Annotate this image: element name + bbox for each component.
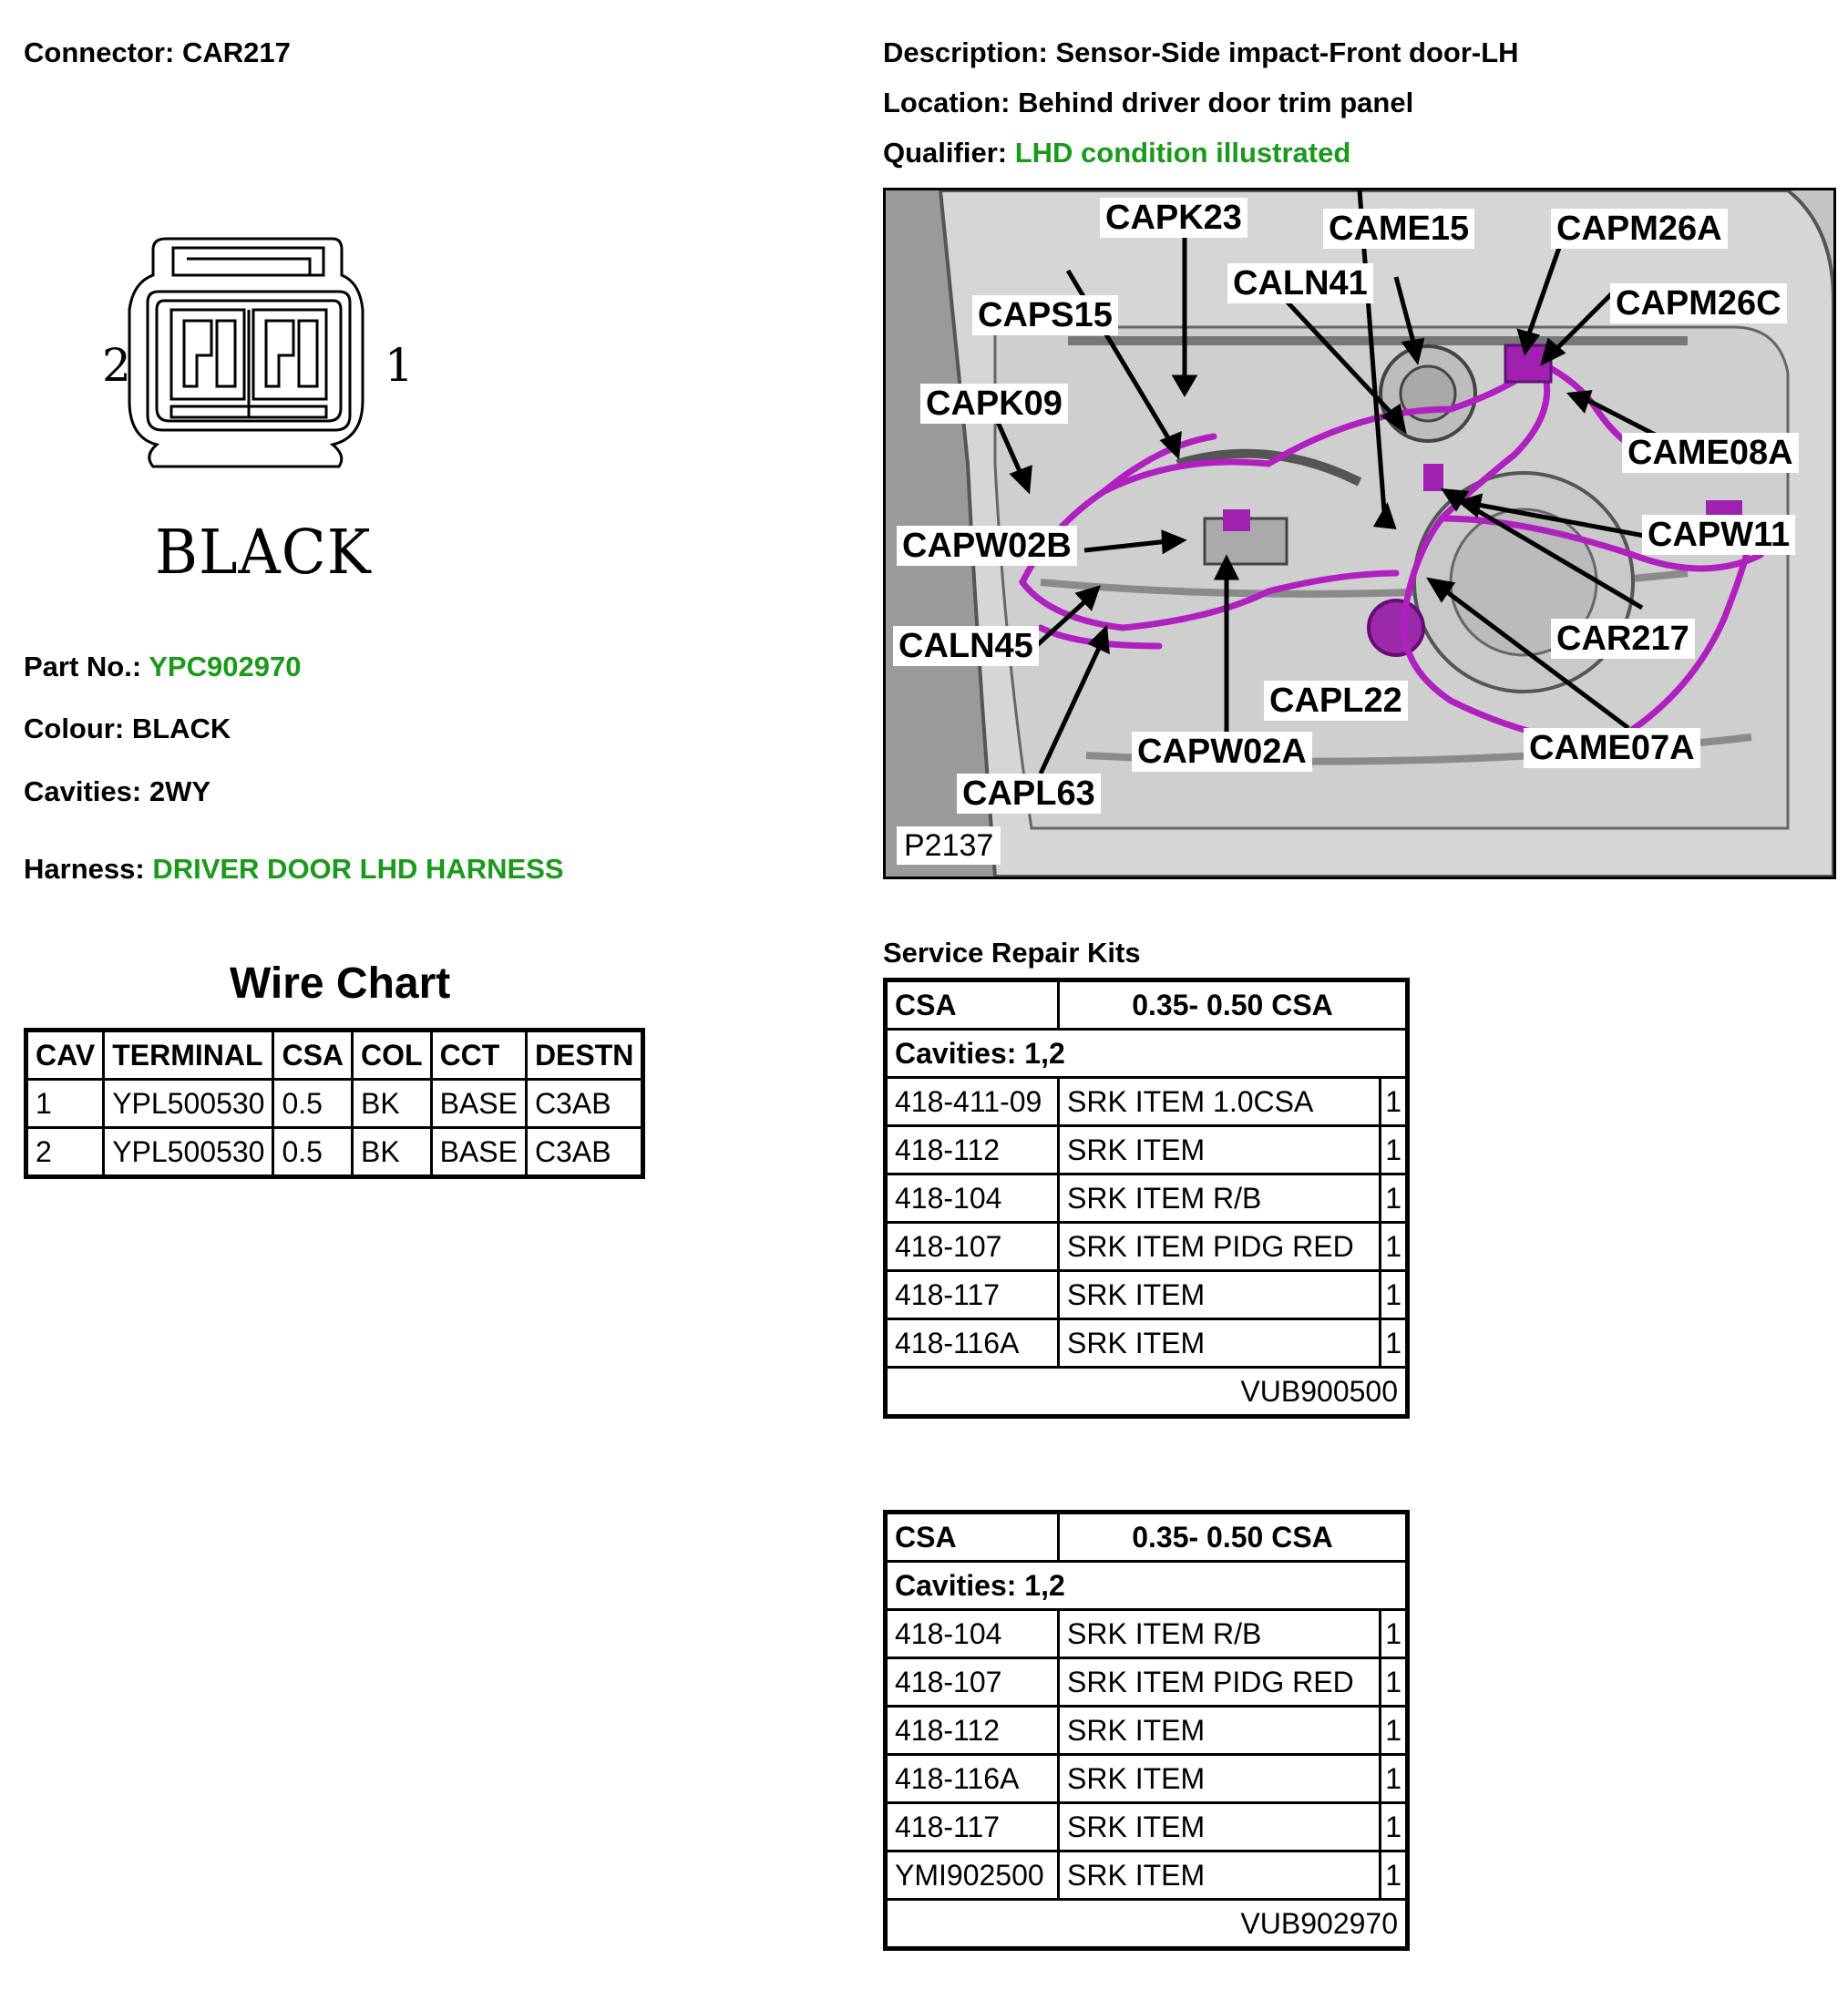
kit-csa-row — [886, 1513, 1408, 1562]
kit-part-no: 418-116A — [886, 1755, 1059, 1803]
colour-label: Colour: — [24, 713, 125, 744]
kit-part-desc: SRK ITEM — [1059, 1852, 1381, 1900]
cell-col: BK — [353, 1080, 432, 1128]
kit-part-no: 418-104 — [886, 1610, 1059, 1658]
kit-csa-value: 0.35- 0.50 CSA — [1059, 980, 1408, 1030]
kit-part-qty: 1 — [1381, 1175, 1408, 1223]
kit-part-desc: SRK ITEM — [1059, 1319, 1381, 1368]
kit-part-desc: SRK ITEM — [1059, 1271, 1381, 1319]
cell-col: BK — [353, 1128, 432, 1177]
wire-chart-header-row — [26, 1031, 643, 1080]
table-row — [886, 1078, 1408, 1126]
description-value: Sensor-Side impact-Front door-LH — [1055, 36, 1519, 68]
cavities-value: 2WY — [149, 775, 211, 807]
header-csa: CSA — [273, 1031, 353, 1080]
table-row — [886, 1803, 1408, 1852]
part-no-label: Part No.: — [24, 651, 142, 682]
callout-capm26a: CAPM26A — [1551, 209, 1728, 249]
location-label: Location: — [883, 87, 1011, 118]
callout-capk09: CAPK09 — [920, 384, 1068, 424]
qualifier-label: Qualifier: — [883, 137, 1008, 169]
kit-part-desc: SRK ITEM — [1059, 1707, 1381, 1755]
kit-cavities-row — [886, 1562, 1408, 1610]
kit-part-qty: 1 — [1381, 1852, 1408, 1900]
colour-value: BLACK — [131, 713, 231, 744]
table-row — [886, 1852, 1408, 1900]
kit-part-no: 418-117 — [886, 1803, 1059, 1852]
callout-came08a: CAME08A — [1622, 433, 1799, 473]
table-row — [26, 1080, 643, 1128]
cell-destn: C3AB — [526, 1128, 642, 1177]
callout-caln41: CALN41 — [1227, 263, 1373, 303]
location-value: Behind driver door trim panel — [1018, 87, 1414, 118]
kit-part-desc: SRK ITEM — [1059, 1126, 1381, 1175]
service-kit-table-2 — [883, 1510, 1410, 1951]
kit-part-no: YMI902500 — [886, 1852, 1059, 1900]
table-row — [886, 1175, 1408, 1223]
table-row — [26, 1128, 643, 1177]
qualifier-value: LHD condition illustrated — [1014, 137, 1351, 169]
callout-capk23: CAPK23 — [1100, 198, 1247, 238]
wire-chart-title: Wire Chart — [230, 959, 451, 1008]
cell-cct: BASE — [431, 1128, 526, 1177]
table-row — [886, 1755, 1408, 1803]
connector-face-icon — [100, 228, 401, 501]
table-row — [886, 1707, 1408, 1755]
table-row — [886, 1223, 1408, 1271]
callout-capl63: CAPL63 — [957, 774, 1101, 814]
service-kit-table-1 — [883, 978, 1410, 1419]
pin-2-label: 2 — [102, 339, 131, 392]
kit-cavities: Cavities: 1,2 — [886, 1030, 1408, 1078]
kit-part-no: 418-117 — [886, 1271, 1059, 1319]
kit-number-row — [886, 1900, 1408, 1949]
harness-value: DRIVER DOOR LHD HARNESS — [152, 853, 564, 885]
connector-line — [24, 35, 291, 71]
description-label: Description: — [883, 36, 1048, 68]
connector-label: Connector: — [24, 36, 175, 68]
kit-part-no: 418-112 — [886, 1126, 1059, 1175]
kit-part-qty: 1 — [1381, 1707, 1408, 1755]
kit-part-qty: 1 — [1381, 1319, 1408, 1368]
header-cct: CCT — [431, 1031, 526, 1080]
kit-number: VUB900500 — [886, 1368, 1408, 1417]
kit-part-desc: SRK ITEM 1.0CSA — [1059, 1078, 1381, 1126]
table-row — [886, 1610, 1408, 1658]
header-terminal: TERMINAL — [104, 1031, 273, 1080]
cell-terminal: YPL500530 — [104, 1128, 273, 1177]
kit-part-qty: 1 — [1381, 1658, 1408, 1707]
connector-face-color: BLACK — [155, 518, 372, 589]
harness-label: Harness: — [24, 853, 145, 885]
kit-part-desc: SRK ITEM PIDG RED — [1059, 1223, 1381, 1271]
callout-came15: CAME15 — [1323, 209, 1474, 249]
table-row — [886, 1271, 1408, 1319]
kit-part-desc: SRK ITEM R/B — [1059, 1610, 1381, 1658]
table-row — [886, 1126, 1408, 1175]
service-kits-title: Service Repair Kits — [883, 937, 1141, 969]
wire-chart-table — [24, 1028, 645, 1179]
callout-capw02b: CAPW02B — [897, 526, 1077, 566]
cell-cav: 2 — [26, 1128, 104, 1177]
kit-part-no: 418-112 — [886, 1707, 1059, 1755]
location-line — [883, 85, 1413, 121]
connector-face-drawing — [100, 228, 414, 592]
callout-car217: CAR217 — [1551, 619, 1695, 659]
door-location-figure — [883, 188, 1836, 879]
callout-caps15: CAPS15 — [972, 295, 1118, 335]
pin-1-label: 1 — [385, 339, 414, 392]
cell-csa: 0.5 — [273, 1128, 353, 1177]
connector-id: CAR217 — [181, 36, 291, 68]
kit-csa-label: CSA — [886, 1513, 1059, 1562]
callout-capm26c: CAPM26C — [1610, 283, 1787, 323]
table-row — [886, 1319, 1408, 1368]
kit-part-desc: SRK ITEM — [1059, 1803, 1381, 1852]
kit-csa-row — [886, 980, 1408, 1030]
kit-cavities-row — [886, 1030, 1408, 1078]
header-col: COL — [353, 1031, 432, 1080]
kit-part-qty: 1 — [1381, 1610, 1408, 1658]
kit-part-no: 418-107 — [886, 1658, 1059, 1707]
kit-csa-value: 0.35- 0.50 CSA — [1059, 1513, 1408, 1562]
part-no-value: YPC902970 — [149, 651, 302, 682]
kit-part-qty: 1 — [1381, 1223, 1408, 1271]
kit-part-qty: 1 — [1381, 1803, 1408, 1852]
cavities-line — [24, 774, 210, 810]
kit-part-no: 418-116A — [886, 1319, 1059, 1368]
kit-part-qty: 1 — [1381, 1126, 1408, 1175]
harness-line — [24, 851, 564, 887]
callout-capw02a: CAPW02A — [1132, 732, 1312, 772]
description-line — [883, 35, 1519, 71]
cell-cct: BASE — [431, 1080, 526, 1128]
kit-number-row — [886, 1368, 1408, 1417]
kit-number: VUB902970 — [886, 1900, 1408, 1949]
kit-part-qty: 1 — [1381, 1271, 1408, 1319]
callout-capl22: CAPL22 — [1264, 681, 1408, 721]
kit-part-no: 418-104 — [886, 1175, 1059, 1223]
kit-csa-label: CSA — [886, 980, 1059, 1030]
table-row — [886, 1658, 1408, 1707]
kit-part-desc: SRK ITEM — [1059, 1755, 1381, 1803]
colour-line — [24, 711, 231, 747]
kit-part-desc: SRK ITEM PIDG RED — [1059, 1658, 1381, 1707]
kit-part-no: 418-107 — [886, 1223, 1059, 1271]
cell-cav: 1 — [26, 1080, 104, 1128]
cell-terminal: YPL500530 — [104, 1080, 273, 1128]
cell-destn: C3AB — [526, 1080, 642, 1128]
kit-part-no: 418-411-09 — [886, 1078, 1059, 1126]
kit-cavities: Cavities: 1,2 — [886, 1562, 1408, 1610]
figure-id: P2137 — [897, 826, 1001, 865]
kit-part-qty: 1 — [1381, 1755, 1408, 1803]
part-no-line — [24, 649, 301, 685]
callout-capw11: CAPW11 — [1642, 515, 1795, 555]
cavities-label: Cavities: — [24, 775, 142, 807]
kit-part-desc: SRK ITEM R/B — [1059, 1175, 1381, 1223]
callout-caln45: CALN45 — [893, 626, 1039, 666]
header-cav: CAV — [26, 1031, 104, 1080]
header-destn: DESTN — [526, 1031, 642, 1080]
kit-part-qty: 1 — [1381, 1078, 1408, 1126]
cell-csa: 0.5 — [273, 1080, 353, 1128]
callout-came07a: CAME07A — [1524, 728, 1700, 768]
qualifier-line — [883, 135, 1350, 171]
